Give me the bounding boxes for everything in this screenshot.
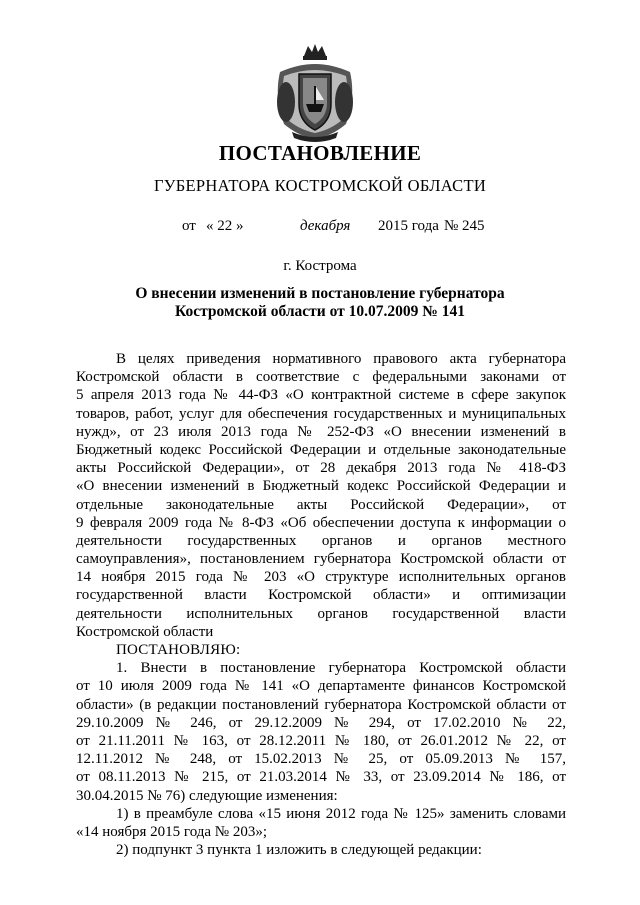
body-line: товаров, работ, услуг для обеспечения государственных и муниципальных [76, 405, 566, 422]
resolve-word: ПОСТАНОВЛЯЮ: [116, 642, 241, 658]
coat-of-arms-emblem [270, 42, 360, 142]
body-line: области» (в редакции постановлений губернатора Костромской области от [76, 696, 566, 713]
body-line: «О внесении изменений в Бюджетный кодекс Российской Федерации и [76, 478, 566, 495]
body-line: Бюджетный кодекс Российской Федерации и отдельные законодательные [76, 441, 566, 458]
body-line: 29.10.2009 № 246, от 29.12.2009 № 294, от 17.02.2010 № 22, [76, 714, 566, 731]
body-line: Костромской области [76, 623, 214, 640]
body-line: 5 апреля 2013 года № 44-ФЗ «О контрактной системе в сфере закупок [76, 387, 566, 404]
body-line: деятельности государственных органов и органов местного [76, 532, 566, 549]
document-subtitle: ГУБЕРНАТОРА КОСТРОМСКОЙ ОБЛАСТИ [153, 176, 487, 195]
body-line: от 21.11.2011 № 163, от 28.12.2011 № 180, от 26.01.2012 № 22, от [76, 732, 566, 749]
document-title: ПОСТАНОВЛЕНИЕ [218, 141, 422, 165]
date-year: 2015 года [378, 218, 439, 234]
heading-line: Костромской области от 10.07.2009 № 141 [175, 303, 465, 320]
body-line: 1. Внести в постановление губернатора Костромской области [116, 660, 566, 677]
body-line: 30.04.2015 № 76) следующие изменения: [76, 787, 338, 804]
body-line: Костромской области в соответствие с федеральными законами от [76, 369, 566, 386]
date-day: « 22 » [206, 218, 244, 234]
body-line: «14 ноября 2015 года № 203»; [76, 823, 268, 840]
body-line: от 10 июля 2009 года № 141 «О департаменте финансов Костромской [76, 678, 566, 695]
body-line: государственной власти Костромской области» и оптимизации [76, 587, 566, 604]
body-line: самоуправления», постановлением губернатора Костромской области от [76, 551, 566, 568]
body-line: деятельности исполнительных органов государственной власти [76, 605, 566, 622]
body-line: 1) в преамбуле слова «15 июня 2012 года № 125» заменить словами [116, 805, 566, 822]
date-month: декабря [300, 218, 351, 234]
body-line: от 08.11.2013 № 215, от 21.03.2014 № 33, от 23.09.2014 № 186, от [76, 769, 566, 786]
city-name: г. Кострома [283, 258, 357, 274]
body-line: 2) подпункт 3 пункта 1 изложить в следующей редакции: [116, 842, 482, 859]
body-line: 12.11.2012 № 248, от 15.02.2013 № 25, от 05.09.2013 № 157, [76, 751, 566, 768]
body-line: отдельные законодательные акты Российской Федерации», от [76, 496, 566, 513]
body-line: нужд», от 23 июля 2013 года № 252-ФЗ «О внесении изменений в [76, 423, 566, 440]
body-line: 14 ноября 2015 года № 203 «О структуре исполнительных органов [76, 569, 566, 586]
heading-line: О внесении изменений в постановление губернатора [135, 285, 505, 302]
document-body [76, 350, 566, 859]
date-prefix: от [182, 218, 196, 234]
body-line: 9 февраля 2009 года № 8-ФЗ «Об обеспечении доступа к информации о [76, 514, 566, 531]
body-line: акты Российской Федерации», от 28 декабря 2013 года № 418-ФЗ [76, 460, 566, 477]
decree-number: № 245 [444, 218, 485, 234]
body-line: В целях приведения нормативного правового акта губернатора [116, 351, 566, 367]
document-heading [0, 285, 640, 321]
